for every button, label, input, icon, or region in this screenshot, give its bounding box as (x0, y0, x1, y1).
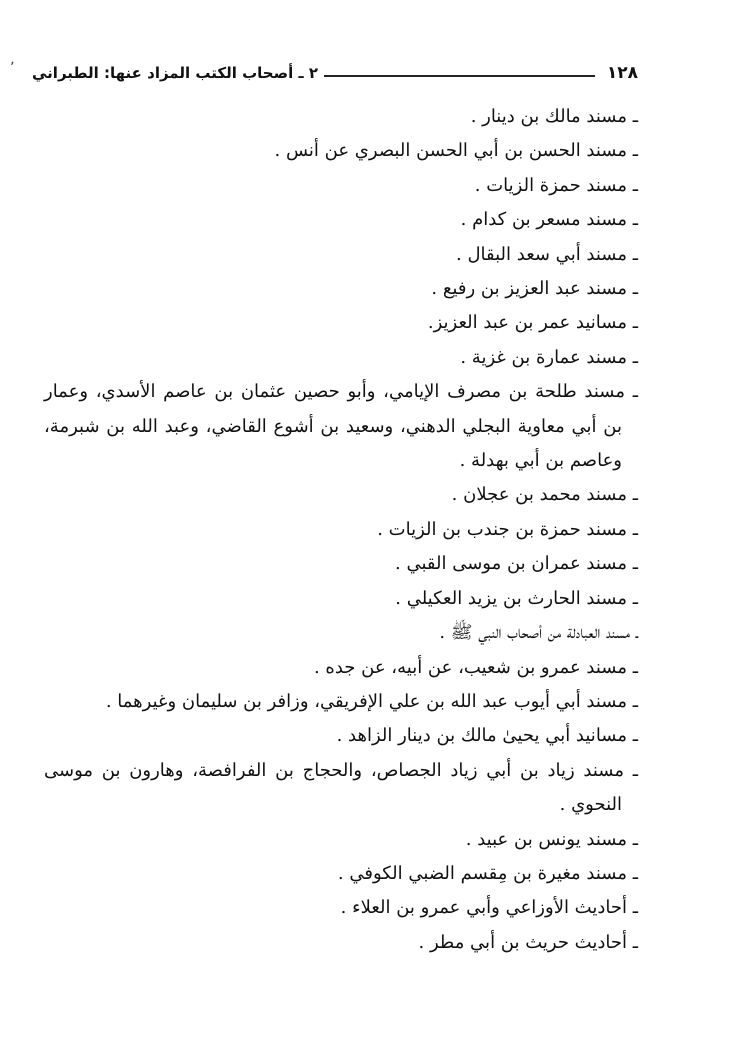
list-item: ـ مسند طلحة بن مصرف الإيامي، وأبو حصين عثمان بن عاصم الأسدي، وعمار بن أبي معاوية البجلي الدهني، وسعيد بن أشوع القاضي، وعبد الله بن شبرمة، وعاصم بن أبي بهدلة . (44, 381, 638, 472)
list-item: ـ مسند حمزة الزيات . (474, 174, 638, 196)
list-item: ـ مسند زياد بن أبي زياد الجصاص، والحجاج بن الفرافصة، وهارون بن موسى النحوي . (44, 759, 638, 816)
list-item: ـ مسند الحسن بن أبي الحسن البصري عن أنس . (274, 140, 638, 162)
running-title: ٢ ـ أصحاب الكتب المزاد عنها: الطبراني (32, 64, 318, 82)
list-item: ـ مسند مغيرة بن مِقسم الضبي الكوفي . (337, 862, 638, 884)
list-item: ـ مسانيد عمر بن عبد العزيز. (427, 312, 638, 334)
list-item: ـ مسند الحارث بن يزيد العكيلي . (395, 587, 638, 609)
page-header (32, 56, 638, 90)
list-item: ـ مسند يونس بن عبيد . (465, 828, 638, 850)
margin-mark: ٬ (10, 60, 15, 76)
list-item: ـ مسند حمزة بن جندب بن الزيات . (377, 518, 638, 540)
list-item: ـ مسند محمد بن عجلان . (451, 484, 638, 506)
list-item: ـ مسند العبادلة من أصحاب النبي ﷺ . (439, 622, 638, 644)
list-item: ـ مسند مالك بن دينار . (470, 106, 638, 127)
header-rule (324, 75, 595, 77)
entries-list (44, 100, 638, 960)
list-item: ـ مسند أبي أيوب عبد الله بن علي الإفريقي، وزافر بن سليمان وغيرهما . (105, 690, 638, 712)
list-item: ـ مسند عبد العزيز بن رفيع . (431, 278, 638, 300)
list-item: ـ مسند عمارة بن غزية . (460, 346, 638, 368)
list-item: ـ أحاديث حريث بن أبي مطر . (418, 931, 638, 953)
list-item: ـ مسانيد أبي يحيىٰ مالك بن دينار الزاهد . (336, 725, 638, 747)
list-item: ـ مسند أبي سعد البقال . (456, 243, 638, 265)
list-item: ـ مسند عمرو بن شعيب، عن أبيه، عن جده . (313, 656, 638, 678)
list-item: ـ مسند مسعر بن كدام . (460, 209, 638, 231)
list-item: ـ أحاديث الأوزاعي وأبي عمرو بن العلاء . (340, 897, 638, 919)
page-number: ١٢٨ (606, 63, 638, 83)
list-item: ـ مسند عمران بن موسى القبي . (395, 553, 638, 575)
